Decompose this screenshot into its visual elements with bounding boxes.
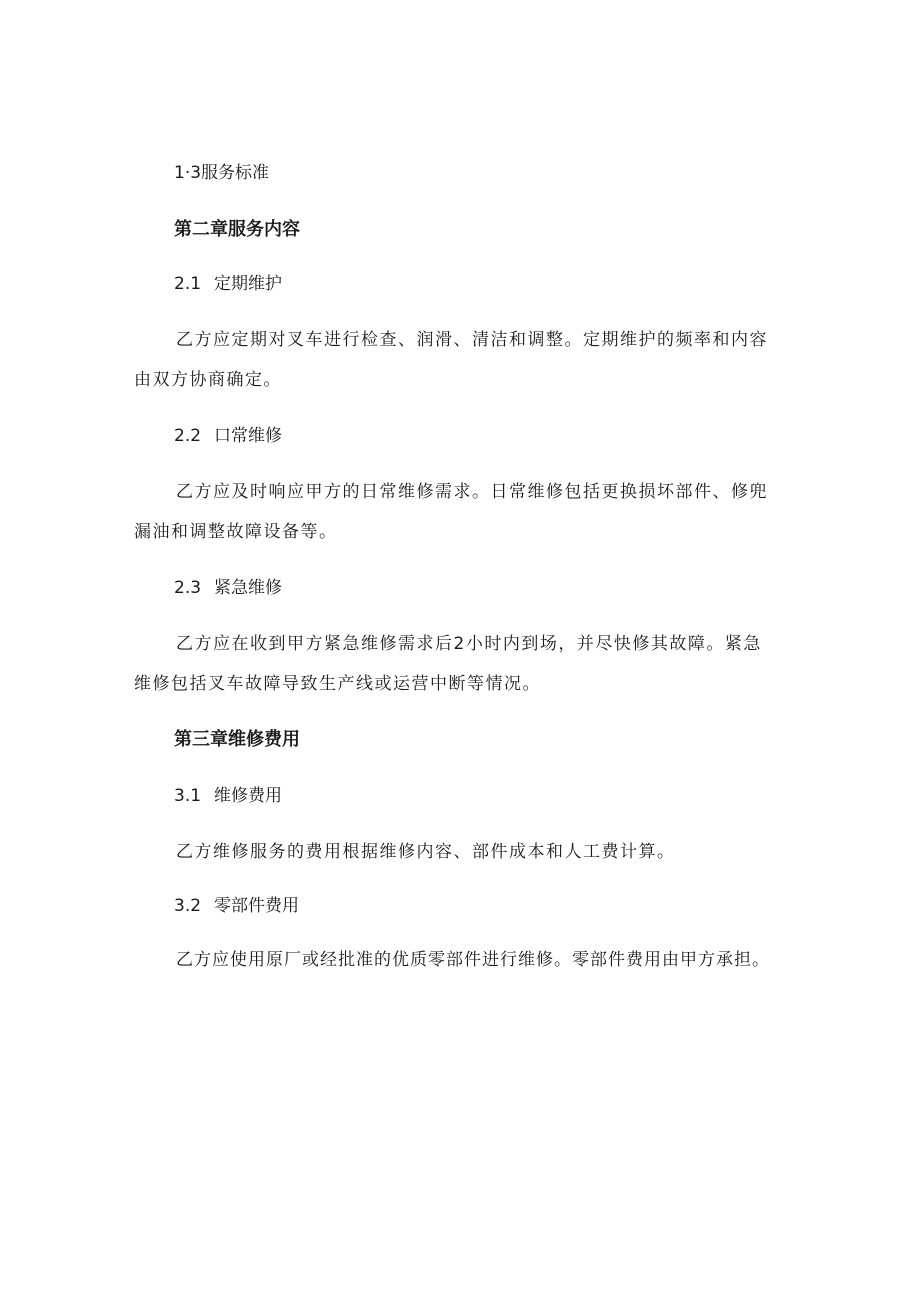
section-number: 3.2: [174, 896, 202, 916]
section-heading-1-3: 1·3服务标准: [174, 163, 270, 183]
section-number: 3.1: [174, 786, 202, 806]
section-heading-2-1: [174, 274, 282, 294]
paragraph-2-3-line-2: 维修包括叉车故障导致生产线或运营中断等情况。: [134, 674, 541, 694]
paragraph-2-2-line-2: 漏油和调整故障设备等。: [134, 522, 338, 542]
section-title: 零部件费用: [214, 896, 299, 916]
paragraph-2-1-line-1: 乙方应定期对叉车进行检查、润滑、清洁和调整。定期维护的频率和内容: [176, 330, 768, 350]
section-title: 紧急维修: [214, 578, 282, 598]
section-heading-2-3: [174, 578, 282, 598]
paragraph-3-2-line-1: 乙方应使用原厂或经批准的优质零部件进行维修。零部件费用由甲方承担。: [176, 950, 770, 970]
section-heading-3-1: [174, 786, 282, 806]
paragraph-2-2-line-1: 乙方应及时响应甲方的日常维修需求。日常维修包括更换损坏部件、修兜: [176, 482, 768, 502]
section-title: 定期维护: [214, 274, 282, 294]
section-title: 口常维修: [214, 426, 282, 446]
chapter-heading-3: 第三章维修费用: [174, 729, 300, 750]
chapter-heading-2: 第二章服务内容: [174, 219, 300, 240]
section-number: 2.2: [174, 426, 202, 446]
paragraph-3-1-line-1: 乙方维修服务的费用根据维修内容、部件成本和人工费计算。: [176, 842, 676, 862]
paragraph-2-1-line-2: 由双方协商确定。: [134, 370, 282, 390]
section-number: 2.3: [174, 578, 202, 598]
section-heading-2-2: [174, 426, 282, 446]
paragraph-2-3-line-1: 乙方应在收到甲方紧急维修需求后2小时内到场，并尽快修其故障。紧急: [176, 634, 762, 654]
section-number: 2.1: [174, 274, 202, 294]
section-heading-3-2: [174, 896, 299, 916]
section-title: 维修费用: [214, 786, 282, 806]
